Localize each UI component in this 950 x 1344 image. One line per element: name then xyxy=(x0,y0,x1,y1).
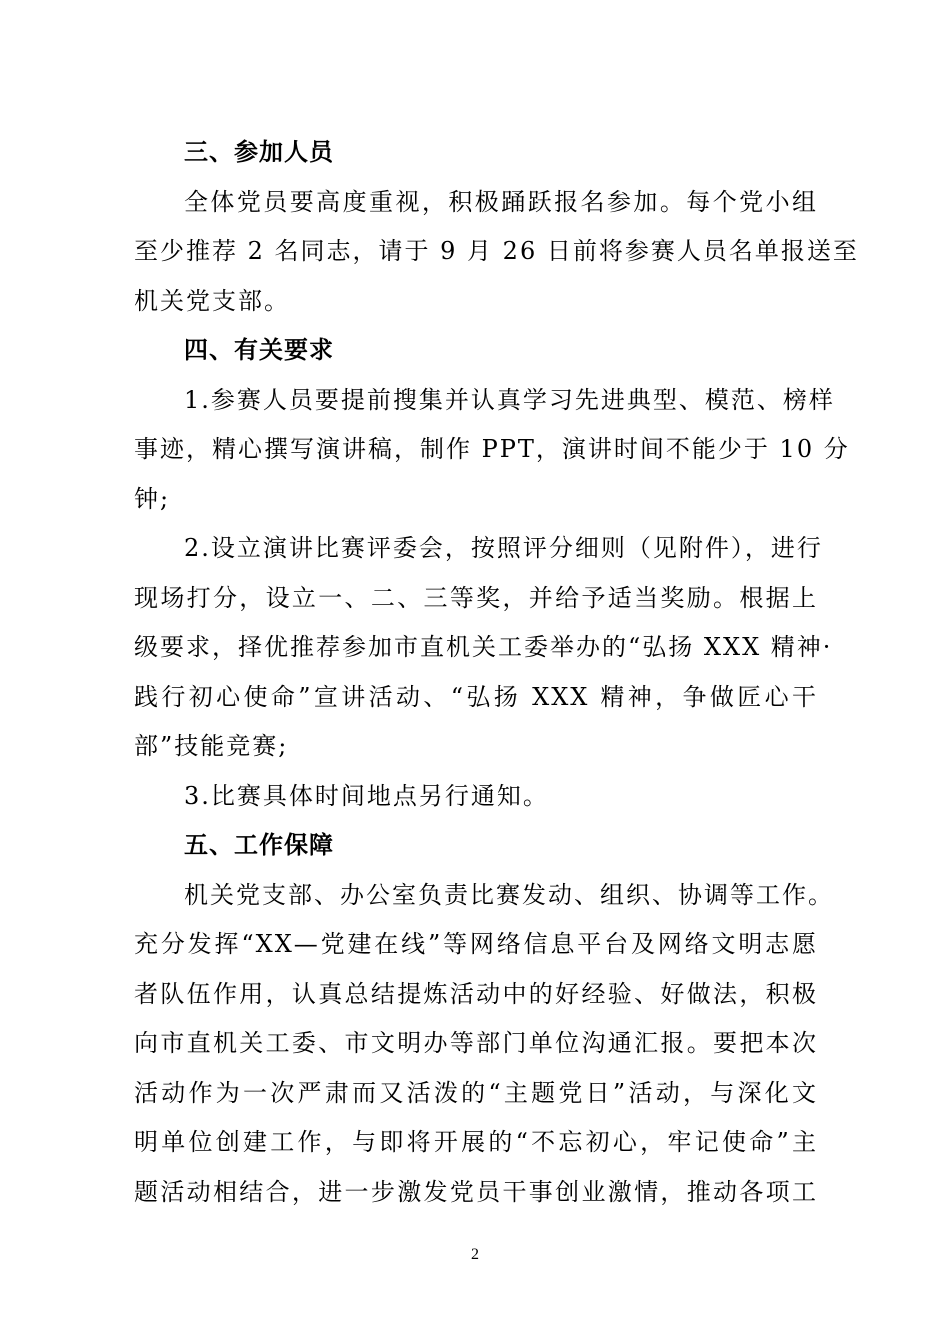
paragraph-line: 钟; xyxy=(134,484,171,513)
paragraph-line: 1.参赛人员要提前搜集并认真学习先进典型、模范、榜样 xyxy=(184,385,835,414)
section-heading-participants: 三、参加人员 xyxy=(184,138,334,166)
paragraph-line: 充分发挥“XX—党建在线”等网络信息平台及网络文明志愿 xyxy=(134,930,818,958)
paragraph xyxy=(134,376,850,525)
paragraph-line: 机关党支部、办公室负责比赛发动、组织、协调等工作。 xyxy=(184,880,834,909)
paragraph-line: 践行初心使命”宣讲活动、“弘扬 XXX 精神，争做匠心干 xyxy=(134,682,818,711)
paragraph-line: 2.设立演讲比赛评委会，按照评分细则（见附件），进行 xyxy=(184,534,823,562)
paragraph-line: 向市直机关工委、市文明办等部门单位沟通汇报。要把本次 xyxy=(134,1029,818,1057)
paragraph xyxy=(134,524,833,772)
section-heading-work-guarantee: 五、工作保障 xyxy=(184,831,334,859)
paragraph-line: 全体党员要高度重视，积极踊跃报名参加。每个党小组 xyxy=(184,187,818,216)
paragraph xyxy=(134,871,834,1218)
paragraph xyxy=(134,178,859,327)
document-body xyxy=(134,128,859,1217)
paragraph-line: 题活动相结合，进一步激发党员干事创业激情，推动各项工 xyxy=(134,1177,818,1206)
paragraph-line: 活动作为一次严肃而又活泼的“主题党日”活动，与深化文 xyxy=(134,1078,818,1107)
paragraph-line: 至少推荐 2 名同志，请于 9 月 26 日前将参赛人员名单报送至 xyxy=(134,237,859,265)
paragraph-line: 机关党支部。 xyxy=(134,286,290,315)
paragraph-line: 部”技能竞赛; xyxy=(134,732,289,760)
section-heading-requirements: 四、有关要求 xyxy=(184,336,334,364)
paragraph-line: 级要求，择优推荐参加市直机关工委举办的“弘扬 XXX 精神· xyxy=(134,633,833,661)
paragraph-line: 者队伍作用，认真总结提炼活动中的好经验、好做法，积极 xyxy=(134,979,818,1008)
paragraph-line: 3.比赛具体时间地点另行通知。 xyxy=(184,781,549,810)
paragraph-line: 明单位创建工作，与即将开展的“不忘初心，牢记使命”主 xyxy=(134,1128,818,1156)
paragraph xyxy=(134,772,818,822)
paragraph-line: 现场打分，设立一、二、三等奖，并给予适当奖励。根据上 xyxy=(134,583,818,612)
page-number: 2 xyxy=(471,1246,479,1263)
paragraph-line: 事迹，精心撰写演讲稿，制作 PPT，演讲时间不能少于 10 分 xyxy=(134,435,850,463)
